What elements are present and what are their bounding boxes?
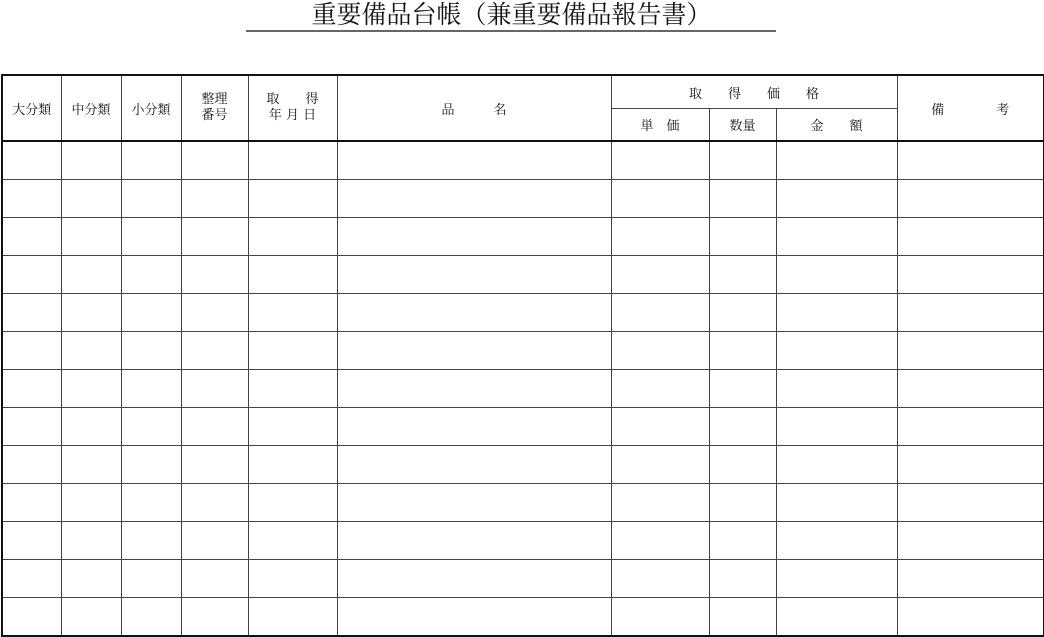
cell-unit-price [611,180,709,218]
cell-item-name [337,141,611,180]
cell-major-category [2,141,61,180]
cell-unit-price [611,294,709,332]
header-acquisition-price: 取 得 価 格 [611,75,897,109]
cell-major-category [2,218,61,256]
cell-remarks [897,484,1044,522]
cell-amount [776,332,897,370]
cell-amount [776,598,897,637]
cell-item-name [337,598,611,637]
document-title: 重要備品台帳（兼重要備品報告書） [311,0,712,29]
cell-middle-category [61,598,121,637]
cell-item-name [337,332,611,370]
cell-major-category [2,408,61,446]
cell-amount [776,560,897,598]
cell-amount [776,370,897,408]
cell-acquisition-date [248,446,337,484]
header-quantity: 数量 [709,109,776,142]
table-row [2,370,1044,408]
cell-middle-category [61,522,121,560]
cell-unit-price [611,522,709,560]
cell-remarks [897,294,1044,332]
cell-amount [776,141,897,180]
header-control-number-line1: 整理 [201,92,228,107]
cell-unit-price [611,598,709,637]
table-row [2,560,1044,598]
cell-amount [776,218,897,256]
table-row [2,446,1044,484]
cell-amount [776,256,897,294]
cell-quantity [709,484,776,522]
table-row [2,141,1044,180]
header-major-category: 大分類 [2,75,61,141]
cell-control-number [181,408,248,446]
cell-control-number [181,560,248,598]
header-middle-category: 中分類 [61,75,121,141]
cell-minor-category [121,180,181,218]
cell-amount [776,180,897,218]
cell-acquisition-date [248,294,337,332]
cell-remarks [897,522,1044,560]
cell-unit-price [611,141,709,180]
cell-remarks [897,560,1044,598]
cell-quantity [709,256,776,294]
table-row [2,294,1044,332]
table-row [2,484,1044,522]
cell-control-number [181,370,248,408]
ledger-body [2,141,1044,636]
header-acquisition-date-line2: 年 月 日 [268,108,317,123]
header-control-number [181,75,248,141]
cell-quantity [709,218,776,256]
cell-amount [776,522,897,560]
cell-middle-category [61,484,121,522]
table-row [2,332,1044,370]
cell-remarks [897,598,1044,637]
cell-middle-category [61,180,121,218]
cell-item-name [337,484,611,522]
cell-control-number [181,522,248,560]
cell-amount [776,484,897,522]
cell-acquisition-date [248,180,337,218]
cell-control-number [181,141,248,180]
cell-major-category [2,560,61,598]
cell-major-category [2,256,61,294]
cell-remarks [897,408,1044,446]
table-row [2,218,1044,256]
cell-major-category [2,180,61,218]
cell-minor-category [121,370,181,408]
cell-item-name [337,560,611,598]
cell-minor-category [121,408,181,446]
table-row [2,180,1044,218]
cell-acquisition-date [248,598,337,637]
cell-control-number [181,446,248,484]
cell-major-category [2,598,61,637]
cell-minor-category [121,598,181,637]
cell-major-category [2,522,61,560]
header-item-name: 品 名 [337,75,611,141]
cell-minor-category [121,332,181,370]
cell-remarks [897,446,1044,484]
cell-acquisition-date [248,408,337,446]
table-row [2,256,1044,294]
header-remarks: 備 考 [897,75,1044,141]
cell-item-name [337,522,611,560]
cell-unit-price [611,370,709,408]
cell-minor-category [121,484,181,522]
table-row [2,598,1044,637]
cell-minor-category [121,218,181,256]
cell-major-category [2,370,61,408]
cell-middle-category [61,408,121,446]
cell-control-number [181,218,248,256]
cell-item-name [337,180,611,218]
cell-acquisition-date [248,256,337,294]
cell-minor-category [121,522,181,560]
cell-acquisition-date [248,560,337,598]
cell-item-name [337,370,611,408]
cell-quantity [709,370,776,408]
cell-minor-category [121,294,181,332]
equipment-ledger-table [1,74,1044,637]
cell-unit-price [611,332,709,370]
cell-quantity [709,522,776,560]
cell-minor-category [121,141,181,180]
cell-middle-category [61,141,121,180]
cell-item-name [337,294,611,332]
cell-middle-category [61,218,121,256]
cell-acquisition-date [248,218,337,256]
cell-middle-category [61,294,121,332]
cell-item-name [337,408,611,446]
header-unit-price: 単 価 [611,109,709,142]
cell-quantity [709,141,776,180]
header-control-number-line2: 番号 [201,108,228,123]
cell-item-name [337,256,611,294]
table-row [2,408,1044,446]
cell-acquisition-date [248,370,337,408]
cell-quantity [709,598,776,637]
cell-remarks [897,141,1044,180]
cell-control-number [181,332,248,370]
title-underline [246,30,776,32]
cell-quantity [709,294,776,332]
cell-remarks [897,332,1044,370]
cell-unit-price [611,218,709,256]
table-row [2,522,1044,560]
cell-minor-category [121,560,181,598]
cell-acquisition-date [248,484,337,522]
cell-major-category [2,446,61,484]
cell-control-number [181,598,248,637]
cell-amount [776,408,897,446]
header-amount: 金 額 [776,109,897,142]
cell-quantity [709,446,776,484]
cell-quantity [709,560,776,598]
cell-control-number [181,294,248,332]
cell-major-category [2,332,61,370]
cell-middle-category [61,370,121,408]
cell-amount [776,446,897,484]
cell-unit-price [611,560,709,598]
cell-middle-category [61,560,121,598]
cell-quantity [709,332,776,370]
cell-unit-price [611,446,709,484]
cell-remarks [897,256,1044,294]
header-minor-category: 小分類 [121,75,181,141]
cell-quantity [709,180,776,218]
cell-control-number [181,180,248,218]
cell-quantity [709,408,776,446]
cell-acquisition-date [248,332,337,370]
header-acquisition-date [248,75,337,141]
header-acquisition-date-line1: 取 得 [266,92,319,107]
cell-minor-category [121,256,181,294]
cell-unit-price [611,484,709,522]
cell-item-name [337,218,611,256]
cell-unit-price [611,408,709,446]
cell-remarks [897,180,1044,218]
cell-acquisition-date [248,141,337,180]
cell-major-category [2,484,61,522]
cell-middle-category [61,446,121,484]
cell-minor-category [121,446,181,484]
cell-unit-price [611,256,709,294]
cell-middle-category [61,332,121,370]
cell-item-name [337,446,611,484]
cell-remarks [897,370,1044,408]
cell-control-number [181,256,248,294]
cell-acquisition-date [248,522,337,560]
cell-control-number [181,484,248,522]
cell-remarks [897,218,1044,256]
cell-middle-category [61,256,121,294]
cell-major-category [2,294,61,332]
cell-amount [776,294,897,332]
